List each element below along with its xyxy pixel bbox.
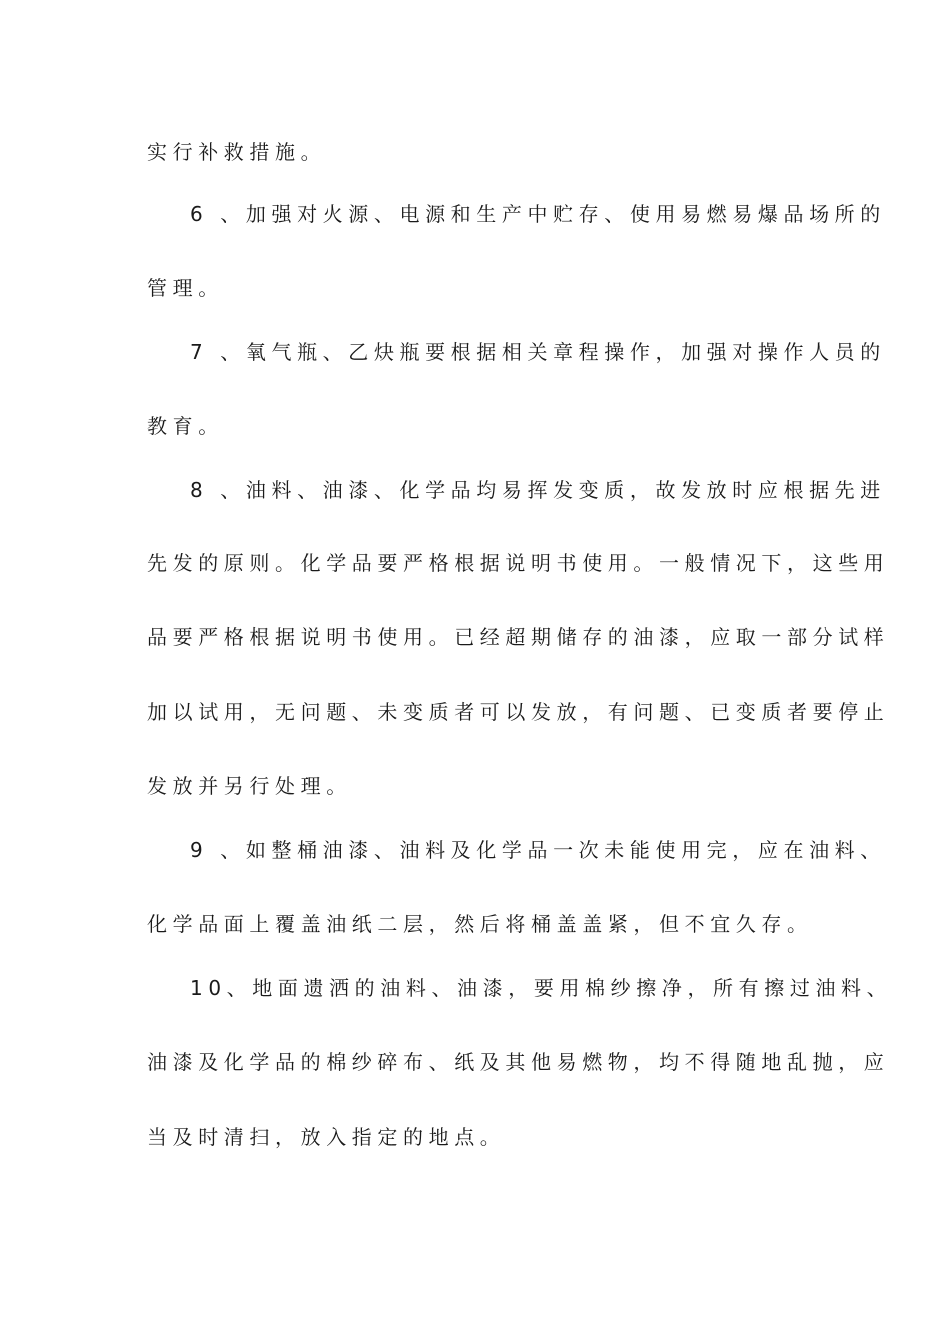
text-line: 油漆及化学品的棉纱碎布、纸及其他易燃物，均不得随地乱抛，应: [147, 1050, 890, 1074]
text-line: 当及时清扫，放入指定的地点。: [147, 1125, 506, 1149]
text-line: 管理。: [147, 276, 224, 300]
text-line: 8 、油料、油漆、化学品均易挥发变质，故发放时应根据先进: [190, 478, 886, 502]
text-line: 7 、氧气瓶、乙炔瓶要根据相关章程操作，加强对操作人员的: [190, 340, 886, 364]
text-line: 教育。: [147, 414, 224, 438]
text-line: 6 、加强对火源、电源和生产中贮存、使用易燃易爆品场所的: [190, 202, 886, 226]
text-line: 先发的原则。化学品要严格根据说明书使用。一般情况下，这些用: [147, 551, 890, 575]
text-line: 10、地面遗洒的油料、油漆，要用棉纱擦净，所有擦过油料、: [190, 976, 893, 1000]
text-line: 实行补救措施。: [147, 140, 327, 164]
text-line: 加以试用，无问题、未变质者可以发放，有问题、已变质者要停止: [147, 700, 890, 724]
text-line: 发放并另行处理。: [147, 774, 352, 798]
text-line: 化学品面上覆盖油纸二层，然后将桶盖盖紧，但不宜久存。: [147, 912, 813, 936]
text-line: 品要严格根据说明书使用。已经超期储存的油漆，应取一部分试样: [147, 625, 890, 649]
text-line: 9 、如整桶油漆、油料及化学品一次未能使用完，应在油料、: [190, 838, 886, 862]
